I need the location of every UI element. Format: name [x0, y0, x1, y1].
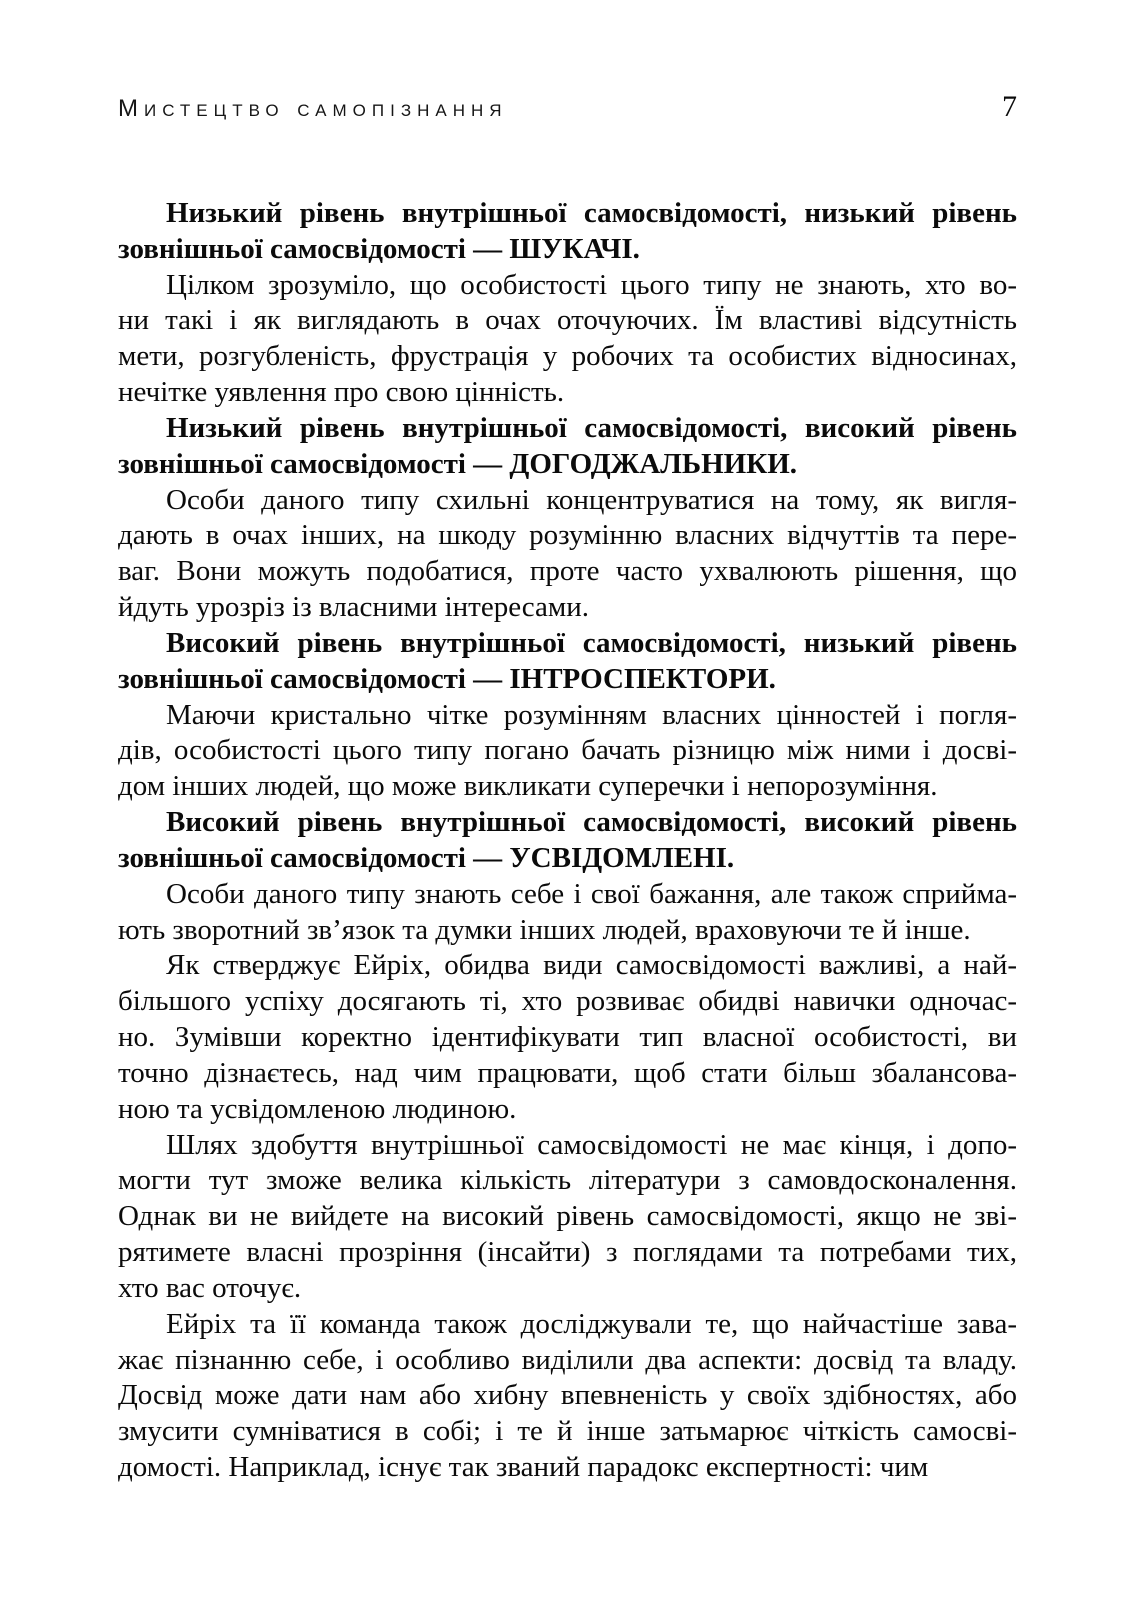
- text-line: могти тут зможе велика кількість літератури з самовдосконалення.: [118, 1164, 1017, 1197]
- body-paragraph: [118, 483, 1017, 626]
- body-paragraph: [118, 1128, 1017, 1307]
- text-line: Шлях здобуття внутрішньої самосвідомості не має кінця, і допо-: [166, 1128, 1017, 1161]
- bold-subheading-paragraph: [118, 196, 1017, 268]
- text-line: Цілком зрозуміло, що особистості цього типу не знають, хто во-: [166, 268, 1017, 301]
- text-line: ваг. Вони можуть подобатися, проте часто ухвалюють рішення, що: [118, 555, 1017, 588]
- body-paragraph: [118, 1307, 1017, 1486]
- text-body: [118, 196, 1017, 1486]
- body-paragraph: [118, 948, 1017, 1127]
- text-line: зовнішньої самосвідомості — ІНТРОСПЕКТОРИ.: [118, 662, 776, 695]
- text-line: мети, розгубленість, фрустрація у робочих та особистих відносинах,: [118, 340, 1017, 373]
- body-paragraph: [118, 268, 1017, 411]
- bold-subheading-paragraph: [118, 626, 1017, 698]
- text-line: точно дізнаєтесь, над чим працювати, щоб стати більш збалансова-: [118, 1056, 1017, 1089]
- body-paragraph: [118, 877, 1017, 949]
- page-header: [118, 90, 1017, 124]
- text-line: ни такі і як виглядають в очах оточуючих. Їм властиві відсутність: [118, 304, 1017, 337]
- text-line: дом інших людей, що може викликати суперечки і непорозуміння.: [118, 770, 938, 803]
- running-head-title: Мистецтво самопізнання: [118, 95, 508, 122]
- bold-subheading-paragraph: [118, 805, 1017, 877]
- bold-subheading-paragraph: [118, 411, 1017, 483]
- text-line: Як стверджує Ейріх, обидва види самосвідомості важливі, а най-: [166, 949, 1017, 982]
- text-line: Низький рівень внутрішньої самосвідомості, високий рівень: [166, 411, 1017, 444]
- text-line: ють зворотний зв’язок та думки інших людей, враховуючи те й інше.: [118, 913, 971, 946]
- text-line: но. Зумівши коректно ідентифікувати тип власної особистості, ви: [118, 1021, 1017, 1054]
- text-line: Високий рівень внутрішньої самосвідомості, низький рівень: [166, 626, 1017, 659]
- text-line: зовнішньої самосвідомості — УСВІДОМЛЕНІ.: [118, 841, 735, 874]
- text-line: більшого успіху досягають ті, хто розвиває обидві навички одночас-: [118, 985, 1017, 1018]
- text-line: Особи даного типу знають себе і свої бажання, але також сприйма-: [166, 877, 1017, 910]
- text-line: змусити сумніватися в собі; і те й інше затьмарює чіткість самосві-: [118, 1415, 1017, 1448]
- text-line: нечітке уявлення про свою цінність.: [118, 376, 565, 409]
- text-line: Досвід може дати нам або хибну впевненість у своїх здібностях, або: [118, 1379, 1017, 1412]
- text-line: домості. Наприклад, існує так званий парадокс експертності: чим: [118, 1450, 929, 1483]
- text-line: зовнішньої самосвідомості — ШУКАЧІ.: [118, 232, 640, 265]
- text-line: Низький рівень внутрішньої самосвідомості, низький рівень: [166, 197, 1017, 229]
- text-line: йдуть урозріз із власними інтересами.: [118, 591, 590, 624]
- text-line: Однак ви не вийдете на високий рівень самосвідомості, якщо не зві-: [118, 1200, 1017, 1233]
- text-line: рятимете власні прозріння (інсайти) з поглядами та потребами тих,: [118, 1236, 1017, 1269]
- text-line: дають в очах інших, на шкоду розумінню власних відчуттів та пере-: [118, 519, 1017, 552]
- text-line: дів, особистості цього типу погано бачать різницю між ними і досві-: [118, 734, 1017, 767]
- text-line: ною та усвідомленою людиною.: [118, 1092, 517, 1125]
- body-paragraph: [118, 698, 1017, 805]
- text-line: жає пізнанню себе, і особливо виділили два аспекти: досвід та владу.: [118, 1343, 1017, 1376]
- text-line: Високий рівень внутрішньої самосвідомості, високий рівень: [166, 806, 1017, 839]
- text-line: Маючи кристально чітке розумінням власних цінностей і погля-: [166, 698, 1017, 731]
- page-number: 7: [1002, 90, 1017, 123]
- text-line: Особи даного типу схильні концентруватися на тому, як вигля-: [166, 483, 1017, 516]
- text-line: зовнішньої самосвідомості — ДОГОДЖАЛЬНИКИ.: [118, 447, 798, 480]
- text-line: Ейріх та її команда також досліджували те, що найчастіше зава-: [166, 1307, 1017, 1340]
- text-line: хто вас оточує.: [118, 1271, 302, 1304]
